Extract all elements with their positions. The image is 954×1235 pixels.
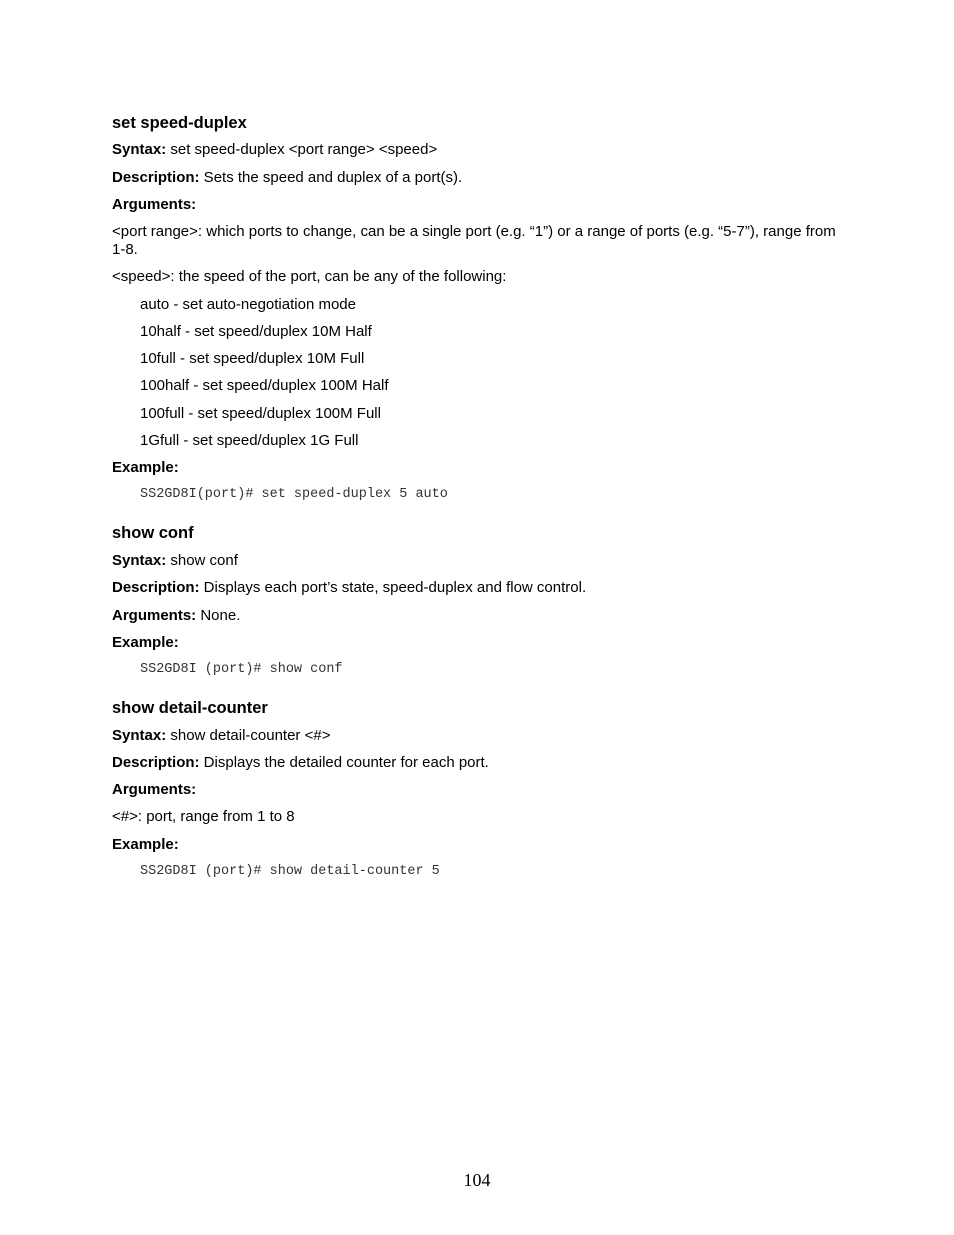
syntax-text: set speed-duplex <port range> <speed>	[166, 141, 438, 158]
argument-speed: <speed>: the speed of the port, can be any of the following:	[112, 268, 507, 285]
description-label: Description:	[112, 579, 200, 596]
description-line	[112, 754, 489, 772]
arguments-label: Arguments:	[112, 781, 197, 798]
page-number: 104	[463, 1170, 491, 1190]
speed-option: 10full - set speed/duplex 10M Full	[140, 350, 365, 367]
syntax-line	[112, 727, 330, 745]
description-line	[112, 169, 462, 187]
description-text: Displays the detailed counter for each port.	[199, 754, 489, 771]
example-code: SS2GD8I (port)# show conf	[140, 662, 343, 677]
example-code: SS2GD8I (port)# show detail-counter 5	[140, 864, 440, 879]
arguments-line	[112, 607, 240, 625]
speed-option: 10half - set speed/duplex 10M Half	[140, 323, 372, 340]
syntax-label: Syntax:	[112, 141, 167, 158]
syntax-text: show conf	[166, 552, 238, 569]
description-label: Description:	[112, 169, 200, 186]
arguments-label: Arguments:	[112, 196, 197, 213]
syntax-label: Syntax:	[112, 727, 167, 744]
description-text: Sets the speed and duplex of a port(s).	[199, 169, 463, 186]
speed-option: auto - set auto-negotiation mode	[140, 296, 356, 313]
syntax-line	[112, 552, 238, 570]
description-label: Description:	[112, 754, 200, 771]
speed-option: 1Gfull - set speed/duplex 1G Full	[140, 432, 359, 449]
speed-option: 100full - set speed/duplex 100M Full	[140, 405, 381, 422]
syntax-label: Syntax:	[112, 552, 167, 569]
arguments-label: Arguments:	[112, 607, 197, 624]
speed-option: 100half - set speed/duplex 100M Half	[140, 377, 389, 394]
argument-port-range: <port range>: which ports to change, can be a single port (e.g. “1”) or a range of ports (e.g. “5-7”), range from 1-8.	[112, 223, 836, 258]
example-code: SS2GD8I(port)# set speed-duplex 5 auto	[140, 487, 448, 502]
description-line	[112, 579, 586, 597]
section-heading-set-speed-duplex: set speed-duplex	[112, 114, 247, 132]
example-label: Example:	[112, 836, 179, 853]
argument-num: <#>: port, range from 1 to 8	[112, 808, 295, 825]
arguments-text: None.	[196, 607, 241, 624]
section-heading-show-detail-counter: show detail-counter	[112, 699, 268, 717]
example-label: Example:	[112, 459, 179, 476]
section-heading-show-conf: show conf	[112, 524, 194, 542]
syntax-text: show detail-counter <#>	[166, 727, 331, 744]
syntax-line	[112, 141, 437, 159]
example-label: Example:	[112, 634, 179, 651]
description-text: Displays each port’s state, speed-duplex and flow control.	[199, 579, 587, 596]
